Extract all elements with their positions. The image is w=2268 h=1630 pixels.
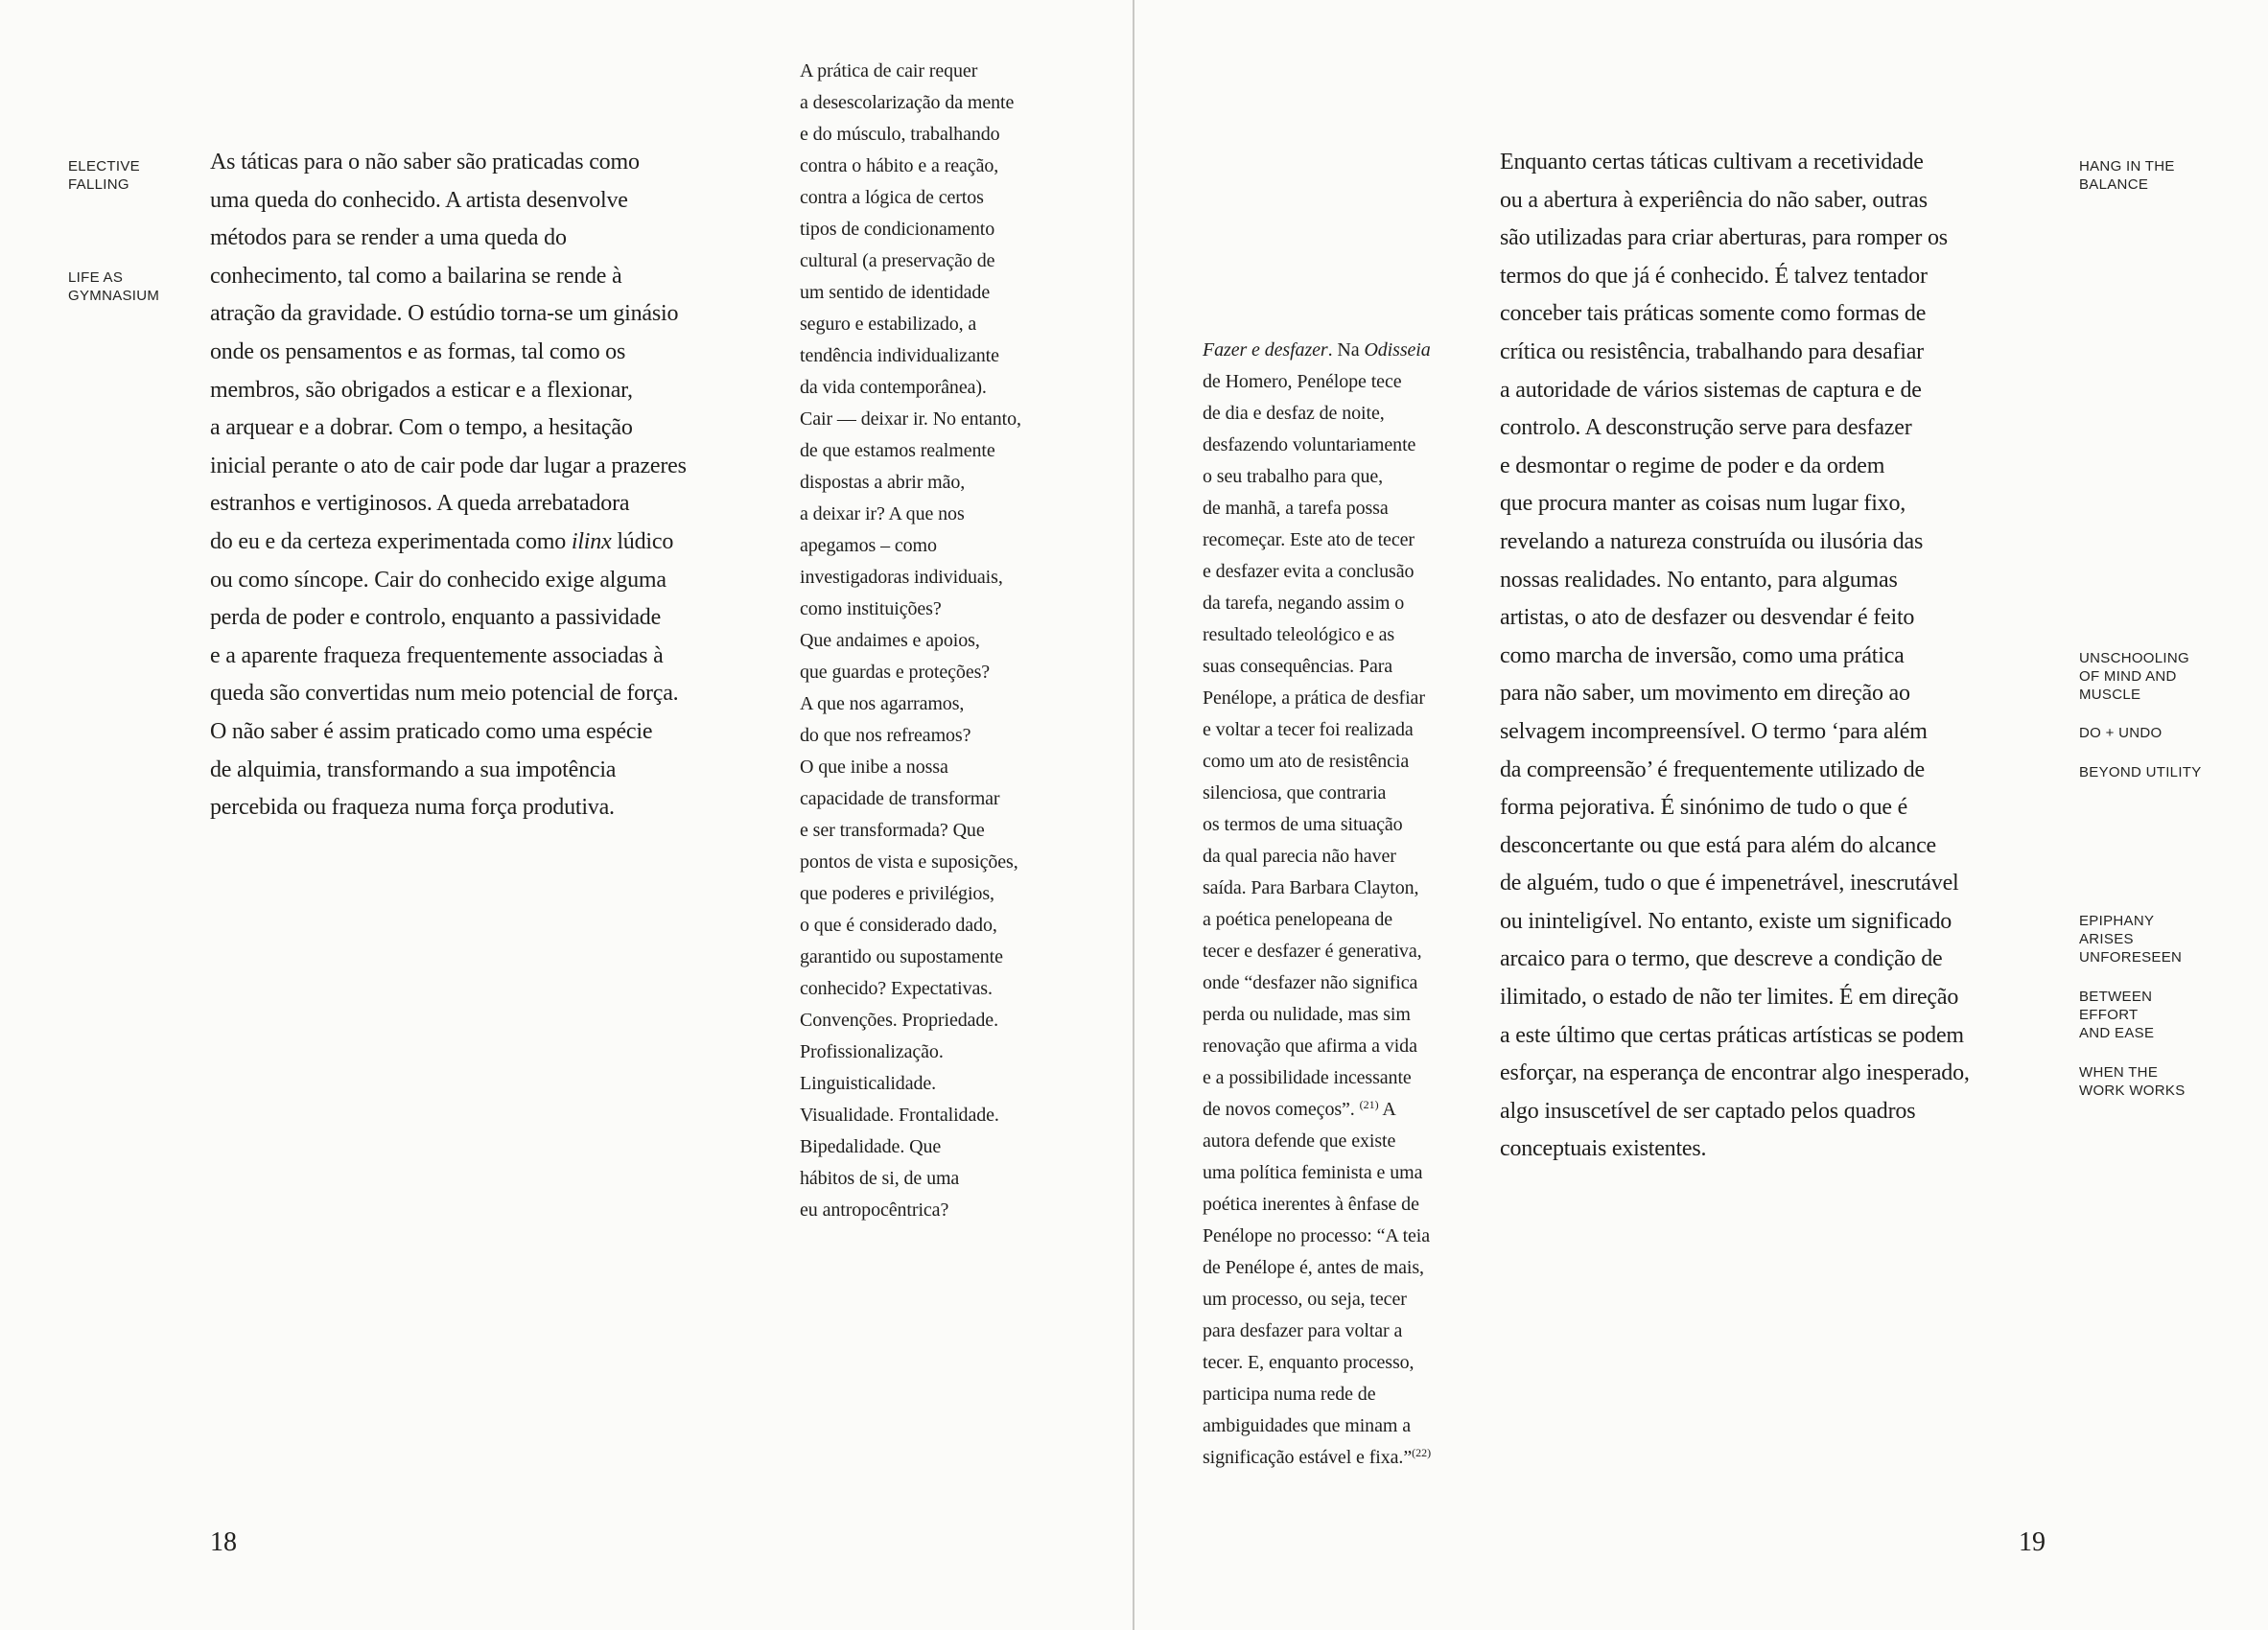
text-line: MUSCLE: [2079, 687, 2141, 703]
text-line: capacidade de transformar: [800, 788, 1000, 809]
text-line: ARISES: [2079, 931, 2134, 947]
text-line: perda de poder e controlo, enquanto a passividade: [210, 605, 662, 631]
text-line: tecer. E, enquanto processo,: [1203, 1352, 1415, 1373]
text-line: seguro e estabilizado, a: [800, 314, 977, 335]
text-line: atração da gravidade. O estúdio torna-se um ginásio: [210, 301, 679, 327]
text-line: métodos para se render a uma queda do: [210, 225, 567, 251]
text-line: investigadoras individuais,: [800, 567, 1003, 588]
margin-label-hang-in-the-balance: [2079, 157, 2175, 194]
text-line: o que é considerado dado,: [800, 915, 997, 936]
text-line: Fazer e desfazer. Na Odisseia: [1203, 339, 1431, 361]
margin-label-between-effort-and-ease: [2079, 988, 2154, 1042]
text-line: que procura manter as coisas num lugar fixo,: [1500, 491, 1906, 517]
text-line: desfazendo voluntariamente: [1203, 434, 1416, 455]
text-line: a este último que certas práticas artísticas se podem: [1500, 1022, 1964, 1048]
text-line: e desfazer evita a conclusão: [1203, 561, 1415, 582]
text-line: pontos de vista e suposições,: [800, 851, 1018, 873]
text-line: de Homero, Penélope tece: [1203, 371, 1402, 392]
text-line: a deixar ir? A que nos: [800, 503, 965, 524]
text-line: UNSCHOOLING: [2079, 650, 2189, 666]
text-line: saída. Para Barbara Clayton,: [1203, 877, 1419, 898]
text-line: forma pejorativa. É sinónimo de tudo o que é: [1500, 795, 1908, 821]
text-line: ou ininteligível. No entanto, existe um significado: [1500, 908, 1952, 934]
text-line: a arquear e a dobrar. Com o tempo, a hesitação: [210, 415, 633, 441]
text-line: da qual parecia não haver: [1203, 846, 1396, 867]
text-line: onde os pensamentos e as formas, tal como os: [210, 338, 626, 364]
text-line: que guardas e proteções?: [800, 662, 991, 683]
text-line: um sentido de identidade: [800, 282, 991, 303]
margin-label-do-undo: [2079, 724, 2162, 742]
text-line: GYMNASIUM: [68, 288, 160, 304]
text-line: poética inerentes à ênfase de: [1203, 1194, 1419, 1215]
text-line: EPIPHANY: [2079, 913, 2155, 929]
text-line: de dia e desfaz de noite,: [1203, 403, 1385, 424]
text-line: suas consequências. Para: [1203, 656, 1393, 677]
text-line: cultural (a preservação de: [800, 250, 995, 271]
text-line: ambiguidades que minam a: [1203, 1415, 1411, 1436]
text-line: e desmontar o regime de poder e da ordem: [1500, 453, 1885, 478]
right-main-paragraph: [1500, 144, 2085, 1169]
text-line: o seu trabalho para que,: [1203, 466, 1384, 487]
left-side-column: [800, 56, 1087, 1226]
text-line: artistas, o ato de desfazer ou desvendar é feito: [1500, 605, 1915, 631]
text-line: queda são convertidas num meio potencial de força.: [210, 681, 679, 707]
text-line: FALLING: [68, 176, 129, 193]
margin-label-epiphany-arises-unforeseen: [2079, 912, 2182, 966]
page-gutter-divider: [1133, 0, 1134, 1630]
text-line: e a possibilidade incessante: [1203, 1067, 1412, 1088]
text-line: dispostas a abrir mão,: [800, 472, 966, 493]
text-line: Visualidade. Frontalidade.: [800, 1105, 999, 1126]
text-line: Penélope no processo: “A teia: [1203, 1225, 1431, 1246]
text-line: WORK WORKS: [2079, 1083, 2186, 1099]
text-line: As táticas para o não saber são praticadas como: [210, 150, 640, 175]
left-main-paragraph: [210, 144, 795, 827]
text-line: nossas realidades. No entanto, para algumas: [1500, 567, 1898, 593]
text-line: os termos de uma situação: [1203, 814, 1403, 835]
text-line: a autoridade de vários sistemas de captura e de: [1500, 377, 1922, 403]
text-line: do que nos refreamos?: [800, 725, 971, 746]
text-line: ou como síncope. Cair do conhecido exige alguma: [210, 567, 666, 593]
text-line: HANG IN THE: [2079, 158, 2175, 175]
margin-label-elective-falling: [68, 157, 140, 194]
text-line: uma queda do conhecido. A artista desenvolve: [210, 187, 628, 213]
margin-label-life-as-gymnasium: [68, 268, 159, 305]
text-line: estranhos e vertiginosos. A queda arrebatadora: [210, 491, 630, 517]
text-line: percebida ou fraqueza numa força produtiva.: [210, 795, 615, 821]
text-line: inicial perante o ato de cair pode dar lugar a prazeres: [210, 453, 687, 478]
text-line: onde “desfazer não significa: [1203, 972, 1418, 993]
text-line: Linguisticalidade.: [800, 1073, 937, 1094]
text-line: de alguém, tudo o que é impenetrável, inescrutável: [1500, 871, 1959, 896]
text-line: para desfazer para voltar a: [1203, 1320, 1403, 1341]
text-line: tecer e desfazer é generativa,: [1203, 941, 1422, 962]
text-line: DO + UNDO: [2079, 725, 2163, 741]
text-line: contra o hábito e a reação,: [800, 155, 999, 176]
text-line: Que andaimes e apoios,: [800, 630, 980, 651]
text-line: arcaico para o termo, que descreve a condição de: [1500, 946, 1943, 972]
text-line: que poderes e privilégios,: [800, 883, 994, 904]
text-line: perda ou nulidade, mas sim: [1203, 1004, 1411, 1025]
text-line: e a aparente fraqueza frequentemente associadas à: [210, 642, 664, 668]
text-line: revelando a natureza construída ou ilusória das: [1500, 528, 1924, 554]
text-line: apegamos – como: [800, 535, 937, 556]
text-line: controlo. A desconstrução serve para desfazer: [1500, 415, 1912, 441]
text-line: BEYOND UTILITY: [2079, 764, 2202, 780]
text-line: ou a abertura à experiência do não saber, outras: [1500, 187, 1928, 213]
text-line: WHEN THE: [2079, 1064, 2159, 1081]
text-line: desconcertante ou que está para além do alcance: [1500, 832, 1937, 858]
text-line: termos do que já é conhecido. É talvez tentador: [1500, 263, 1928, 289]
text-line: do eu e da certeza experimentada como ilinx lúdico: [210, 528, 674, 554]
text-line: resultado teleológico e as: [1203, 624, 1395, 645]
margin-label-unschooling-of-mind-and-muscle: [2079, 649, 2189, 704]
text-line: da compreensão’ é frequentemente utilizado de: [1500, 757, 1926, 782]
right-side-column: [1203, 335, 1490, 1474]
text-line: de manhã, a tarefa possa: [1203, 498, 1389, 519]
text-line: ilimitado, o estado de não ter limites. É em direção: [1500, 985, 1959, 1011]
text-line: uma política feminista e uma: [1203, 1162, 1423, 1183]
text-line: BALANCE: [2079, 176, 2149, 193]
margin-label-when-the-work-works: [2079, 1063, 2186, 1100]
text-line: eu antropocêntrica?: [800, 1199, 949, 1221]
text-line: e do músculo, trabalhando: [800, 124, 1000, 145]
text-line: LIFE AS: [68, 269, 124, 286]
text-line: da vida contemporânea).: [800, 377, 987, 398]
text-line: Cair — deixar ir. No entanto,: [800, 408, 1021, 430]
text-line: garantido ou supostamente: [800, 946, 1003, 967]
text-line: AND EASE: [2079, 1025, 2155, 1041]
text-line: membros, são obrigados a esticar e a flexionar,: [210, 377, 633, 403]
text-line: silenciosa, que contraria: [1203, 782, 1387, 803]
text-line: O que inibe a nossa: [800, 757, 948, 778]
text-line: OF MIND AND: [2079, 668, 2177, 685]
text-line: BETWEEN: [2079, 989, 2153, 1005]
text-line: conceptuais existentes.: [1500, 1136, 1707, 1162]
text-line: algo insuscetível de ser captado pelos quadros: [1500, 1098, 1916, 1124]
page-number-right: 19: [2019, 1527, 2046, 1557]
text-line: O não saber é assim praticado como uma espécie: [210, 718, 653, 744]
text-line: Profissionalização.: [800, 1041, 944, 1062]
text-line: hábitos de si, de uma: [800, 1168, 960, 1189]
page-number-left: 18: [210, 1527, 237, 1557]
text-line: esforçar, na esperança de encontrar algo inesperado,: [1500, 1060, 1970, 1086]
text-line: A que nos agarramos,: [800, 693, 965, 714]
text-line: conceber tais práticas somente como formas de: [1500, 301, 1927, 327]
text-line: autora defende que existe: [1203, 1130, 1396, 1152]
text-line: Enquanto certas táticas cultivam a recetividade: [1500, 150, 1924, 175]
text-line: contra a lógica de certos: [800, 187, 984, 208]
text-line: e ser transformada? Que: [800, 820, 985, 841]
text-line: a desescolarização da mente: [800, 92, 1015, 113]
text-line: ELECTIVE: [68, 158, 140, 175]
text-line: da tarefa, negando assim o: [1203, 593, 1405, 614]
text-line: UNFORESEEN: [2079, 949, 2183, 966]
text-line: de alquimia, transformando a sua impotência: [210, 757, 617, 782]
margin-label-beyond-utility: [2079, 763, 2202, 781]
text-line: como instituições?: [800, 598, 942, 619]
text-line: de que estamos realmente: [800, 440, 995, 461]
text-line: EFFORT: [2079, 1007, 2139, 1023]
text-line: recomeçar. Este ato de tecer: [1203, 529, 1415, 550]
text-line: Bipedalidade. Que: [800, 1136, 942, 1157]
text-line: e voltar a tecer foi realizada: [1203, 719, 1414, 740]
text-line: Convenções. Propriedade.: [800, 1010, 998, 1031]
text-line: são utilizadas para criar aberturas, para romper os: [1500, 225, 1948, 251]
text-line: Penélope, a prática de desfiar: [1203, 687, 1425, 709]
text-line: de novos começos”. $^{(21)}$ A: [1203, 1098, 1396, 1120]
text-line: participa numa rede de: [1203, 1384, 1376, 1405]
text-line: tendência individualizante: [800, 345, 999, 366]
text-line: significação estável e fixa.”$^{(22)}$: [1203, 1446, 1432, 1468]
text-line: crítica ou resistência, trabalhando para desafiar: [1500, 338, 1924, 364]
text-line: de Penélope é, antes de mais,: [1203, 1257, 1424, 1278]
text-line: renovação que afirma a vida: [1203, 1036, 1417, 1057]
text-line: conhecido? Expectativas.: [800, 978, 993, 999]
text-line: para não saber, um movimento em direção ao: [1500, 681, 1910, 707]
text-line: como um ato de resistência: [1203, 751, 1410, 772]
text-line: um processo, ou seja, tecer: [1203, 1289, 1407, 1310]
text-line: a poética penelopeana de: [1203, 909, 1393, 930]
text-line: conhecimento, tal como a bailarina se rende à: [210, 263, 622, 289]
text-line: como marcha de inversão, como uma prática: [1500, 642, 1905, 668]
text-line: tipos de condicionamento: [800, 219, 995, 240]
text-line: A prática de cair requer: [800, 60, 978, 82]
text-line: selvagem incompreensível. O termo ‘para além: [1500, 718, 1928, 744]
